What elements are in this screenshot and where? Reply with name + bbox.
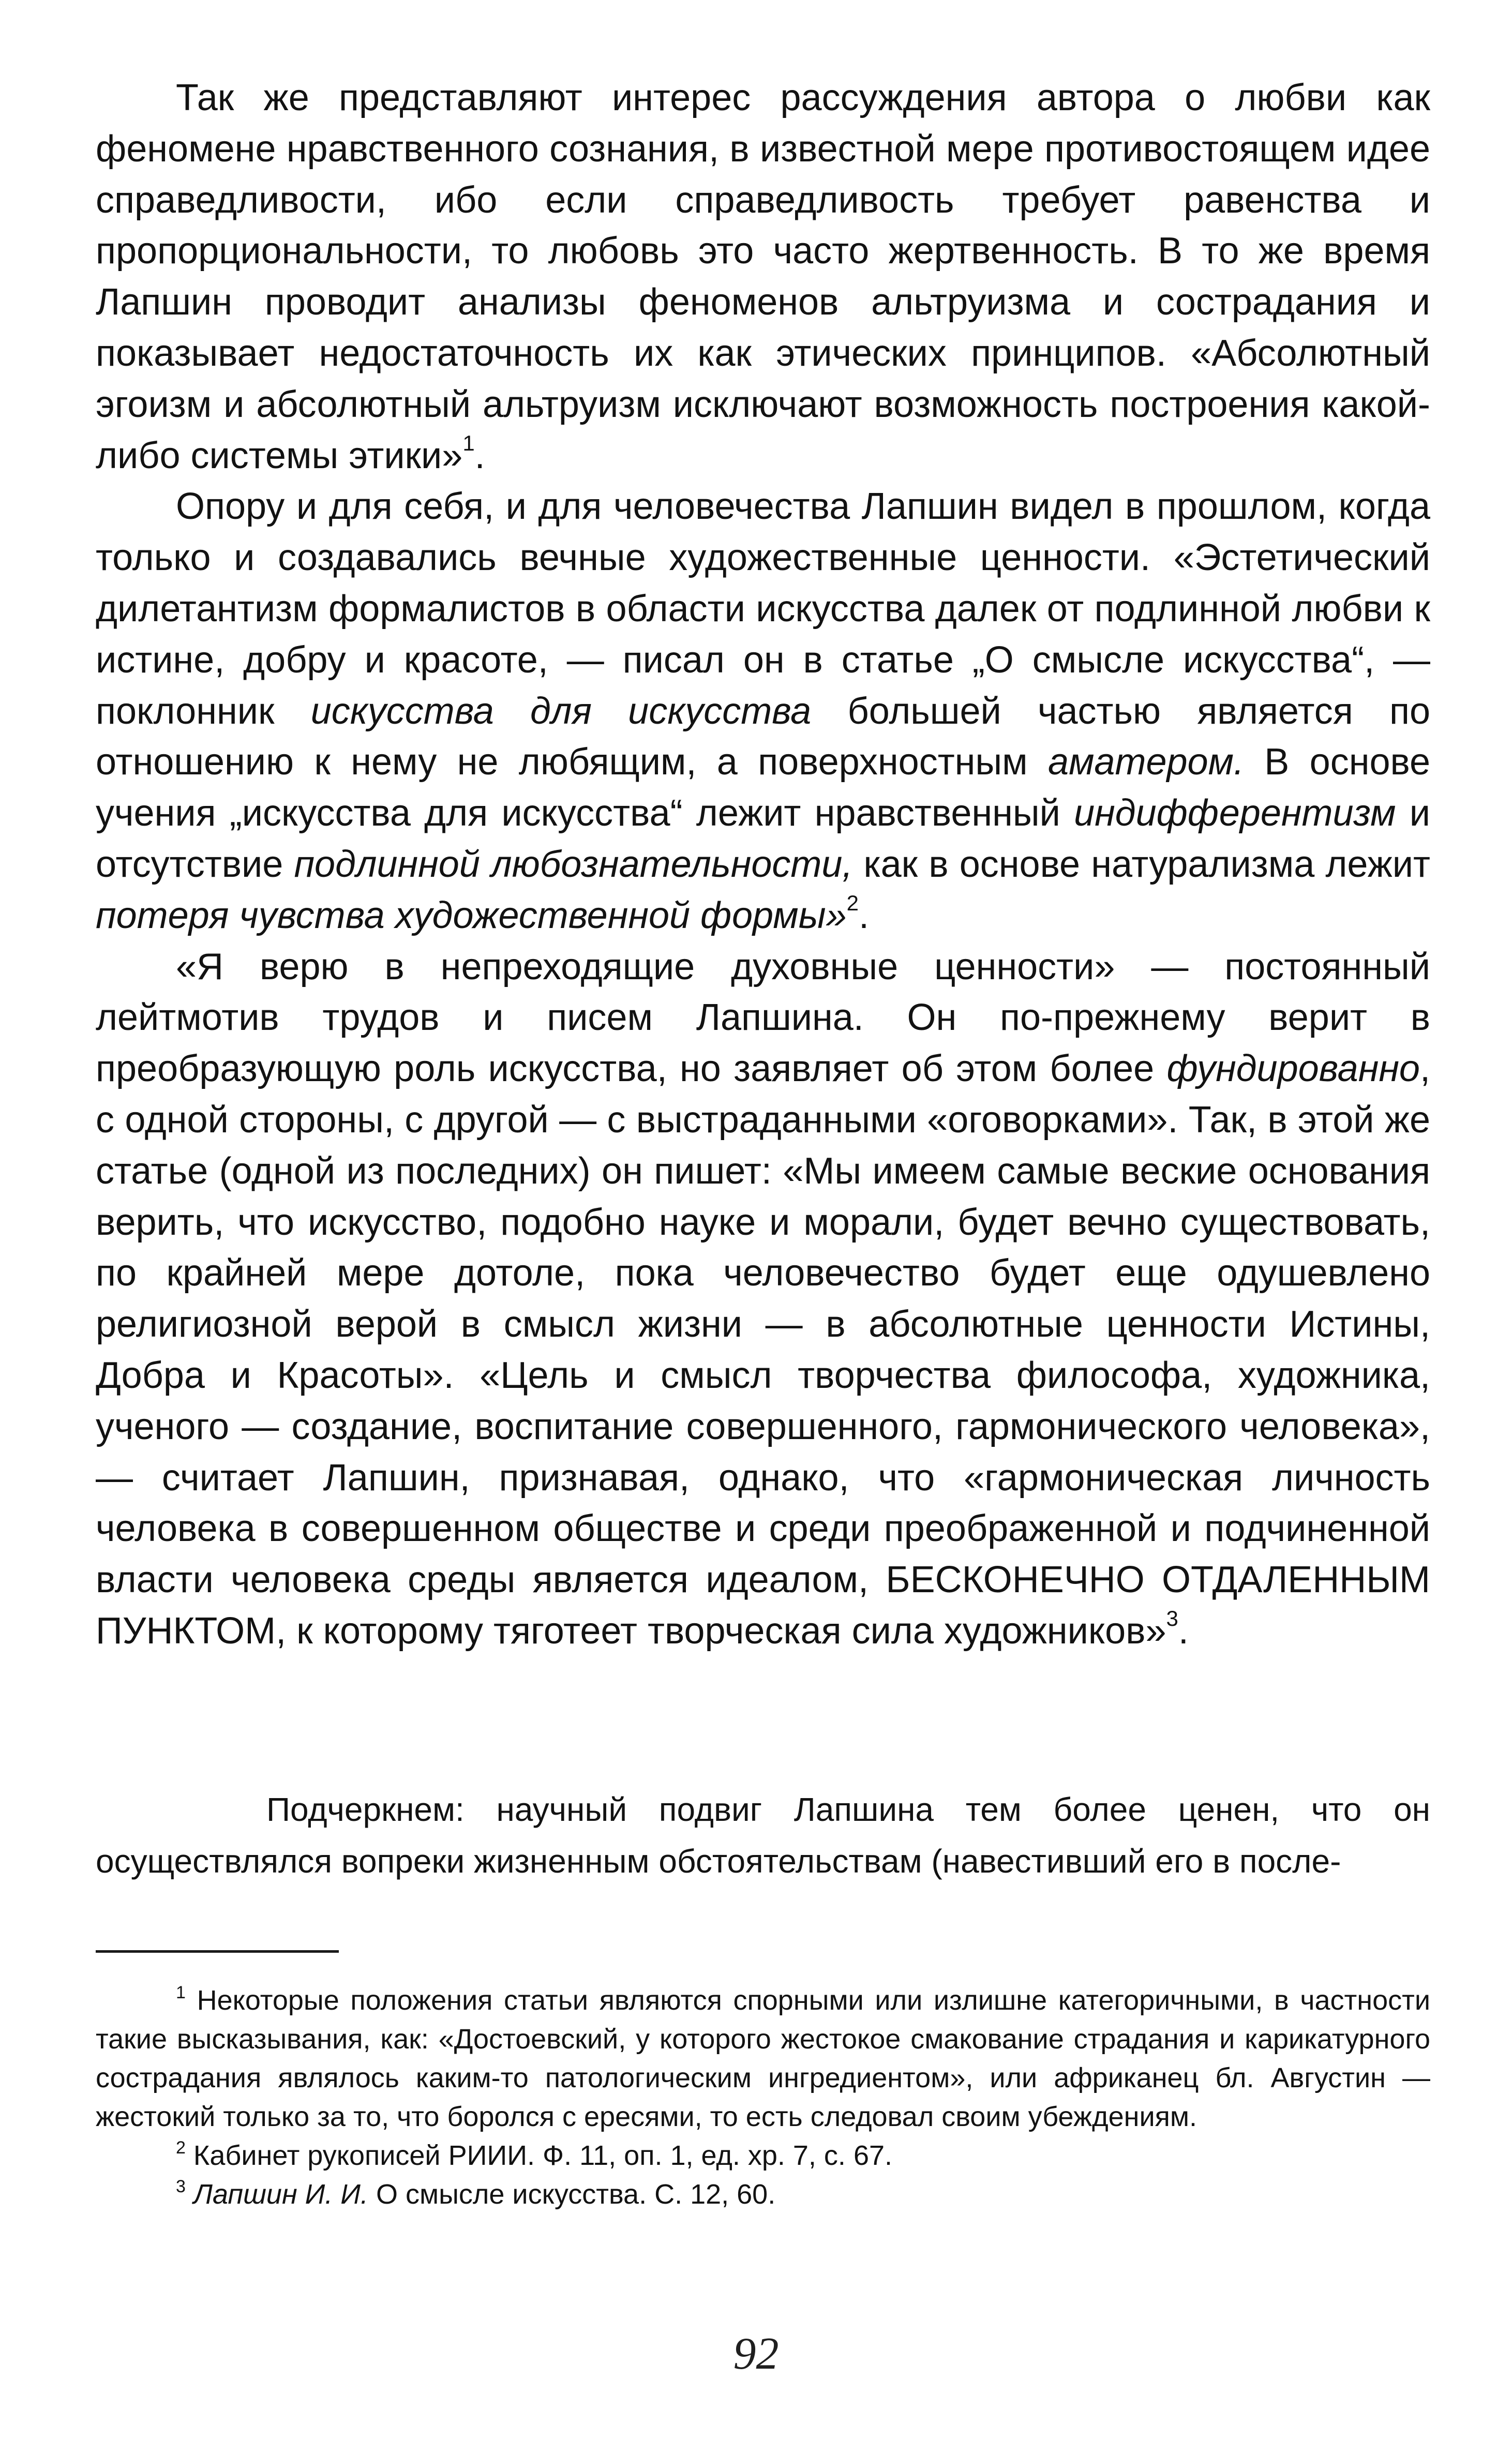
footnote-2-text: Кабинет рукописей РИИИ. Ф. 11, оп. 1, ед. хр. 7, с. 67. — [185, 2140, 893, 2171]
page-number: 92 — [733, 2329, 779, 2379]
footnote-ref-2[interactable]: 2 — [846, 890, 859, 915]
footnote-1 — [96, 1981, 1430, 2136]
footnote-2 — [96, 2136, 1430, 2175]
paragraph-2-part: Опору и для себя, и для человечества Лапшин видел в прошлом, когда только и создавались вечные художественные ценности. «Эстетический дилетантизм формалистов в области искусства далек от подлинной любви к истине, добру и красоте, — писал он в статье „О смысле искусства“, — поклонник — [96, 486, 1430, 732]
footnote-3-text: О смысле искусства. С. 12, 60. — [368, 2179, 776, 2210]
paragraph-2-italic: искусства для искусства — [310, 690, 812, 732]
footnote-2-mark: 2 — [176, 2138, 186, 2158]
paragraph-1-end: . — [474, 435, 485, 476]
footnote-3 — [96, 2175, 1430, 2214]
paragraph-2-part: большей частью является по отношению к нему не любящим, а поверхностным — [96, 690, 1431, 783]
footnote-ref-1[interactable]: 1 — [462, 430, 475, 455]
small-print-text — [96, 1784, 1430, 1887]
paragraph-3-italic: фундированно — [1166, 1048, 1420, 1090]
paragraph-2-part: как в основе натурализма лежит — [852, 843, 1431, 885]
footnote-separator — [96, 1950, 339, 1953]
footnote-1-mark: 1 — [176, 1983, 186, 2002]
footnotes — [96, 1981, 1430, 2214]
footnote-3-author: Лапшин И. И. — [185, 2179, 368, 2210]
footnote-1-text: Некоторые положения статьи являются спорными или излишне категоричными, в частности такие высказывания, как: «Достоевский, у которого жестокое смакование страдания и карикатурного сострадания являлось каким-то патологическим ингредиентом», или африканец бл. Августин — жестокий только за то, что боролся с ересями, то есть следовал своим убеждениям. — [96, 1985, 1430, 2132]
footnote-ref-3[interactable]: 3 — [1166, 1606, 1178, 1630]
paragraph-3-part: «Я верю в непреходящие духовные ценности» — постоянный лейтмотив трудов и писем Лапшина. Он по-прежнему верит в преобразующую роль искусства, но заявляет об этом более — [96, 946, 1430, 1090]
paragraph-1-text: Так же представляют интерес рассуждения автора о любви как феномене нравственного сознания, в известной мере противостоящем идее справедливости, ибо если справедливость требует равенства и пропорциональности, то любовь это часто жертвенность. В то же время Лапшин проводит анализы феноменов альтруизма и сострадания и показывает недостаточность их как этических принципов. «Абсолютный эгоизм и абсолютный альтруизм исключают возможность построения какой-либо системы этики» — [96, 77, 1430, 476]
paragraph-2-italic: аматером. — [1048, 741, 1244, 783]
paragraph-2-italic: индифферентизм — [1074, 792, 1396, 834]
paragraph-3 — [96, 941, 1430, 1657]
paragraph-2 — [96, 481, 1430, 941]
paragraph-2-part: и отсутствие — [96, 792, 1430, 885]
paragraph-2-italic: подлинной любознательности, — [294, 843, 853, 885]
paragraph-2-part: В основе учения „искусства для искусства“ лежит нравственный — [96, 741, 1430, 834]
paragraph-4: Подчеркнем: научный подвиг Лапшина тем более ценен, что он осуществлялся вопреки жизненным обстоятельствам (навестивший его в после- — [96, 1791, 1430, 1880]
paragraph-1 — [96, 72, 1430, 481]
paragraph-3-end: . — [1178, 1610, 1189, 1652]
footnote-3-mark: 3 — [176, 2177, 186, 2196]
paragraph-2-end: . — [859, 894, 870, 936]
main-text — [96, 72, 1430, 1657]
paragraph-3-part: , с одной стороны, с другой — с выстраданными «оговорками». Так, в этой же статье (одной из последних) он пишет: «Мы имеем самые веские основания верить, что искусство, подобно науке и морали, будет вечно существовать, по крайней мере дотоле, пока человечество будет еще одушевлено религиозной верой в смысл жизни — в абсолютные ценности Истины, Добра и Красоты». «Цель и смысл творчества философа, художника, ученого — создание, воспитание совершенного, гармонического человека», — считает Лапшин, признавая, однако, что «гармоническая личность человека в совершенном обществе и среди преображенной и подчиненной власти человека среды является идеалом, БЕСКОНЕЧНО ОТДАЛЕННЫМ ПУНКТОМ, к которому тяготеет творческая сила художников» — [96, 1048, 1430, 1652]
paragraph-2-italic: потеря чувства художественной формы» — [96, 894, 847, 936]
